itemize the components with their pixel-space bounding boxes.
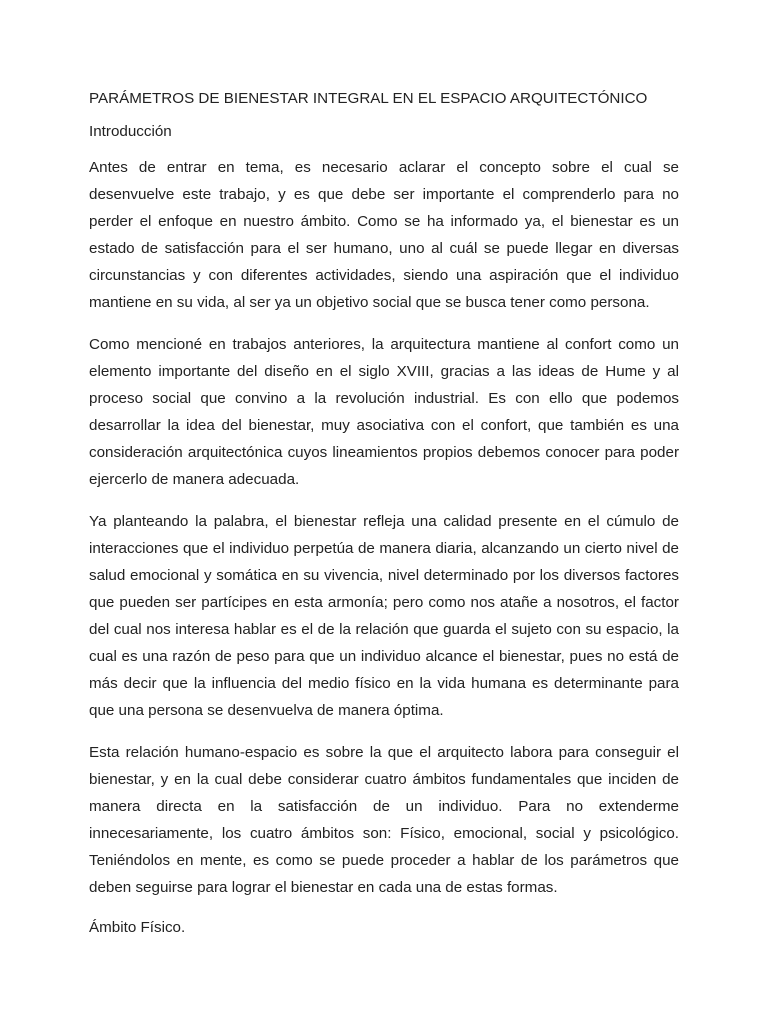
intro-heading: Introducción — [89, 123, 172, 140]
paragraph-3: Ya planteando la palabra, el bienestar refleja una calidad presente en el cúmulo de interacciones que el individuo perpetúa de manera diaria, alcanzando un cierto nivel de salud emocional y somática en su vivencia, nivel determinado por los diversos factores que pueden ser partícipes en esta armonía; pero como nos atañe a nosotros, el factor del cual nos interesa hablar es el de la relación que guarda el sujeto con su espacio, la cual es una razón de peso para que un individuo alcance el bienestar, pues no está de más decir que la influencia del medio físico en la vida humana es determinante para que una persona se desenvuelva de manera óptima. — [89, 513, 679, 719]
section-heading-fisico: Ámbito Físico. — [89, 919, 186, 936]
document-title: PARÁMETROS DE BIENESTAR INTEGRAL EN EL ESPACIO ARQUITECTÓNICO — [89, 90, 648, 107]
paragraph-2: Como mencioné en trabajos anteriores, la arquitectura mantiene al confort como un elemento importante del diseño en el siglo XVIII, gracias a las ideas de Hume y al proceso social que convino a la revolución industrial. Es con ello que podemos desarrollar la idea del bienestar, muy asociativa con el confort, que también es una consideración arquitectónica cuyos lineamientos propios debemos conocer para poder ejercerlo de manera adecuada. — [89, 336, 679, 488]
document-page — [89, 87, 679, 950]
paragraph-4: Esta relación humano-espacio es sobre la que el arquitecto labora para conseguir el bienestar, y en la cual debe considerar cuatro ámbitos fundamentales que inciden de manera directa en la satisfacción de un individuo. Para no extenderme innecesariamente, los cuatro ámbitos son: Físico, emocional, social y psicológico. Teniéndolos en mente, es como se puede proceder a hablar de los parámetros que deben seguirse para lograr el bienestar en cada una de estas formas. — [89, 744, 679, 896]
paragraph-1: Antes de entrar en tema, es necesario aclarar el concepto sobre el cual se desenvuelve este trabajo, y es que debe ser importante el comprenderlo para no perder el enfoque en nuestro ámbito. Como se ha informado ya, el bienestar es un estado de satisfacción para el ser humano, uno al cuál se puede llegar en diversas circunstancias y con diferentes actividades, siendo una aspiración que el individuo mantiene en su vida, al ser ya un objetivo social que se busca tener como persona. — [89, 159, 679, 311]
